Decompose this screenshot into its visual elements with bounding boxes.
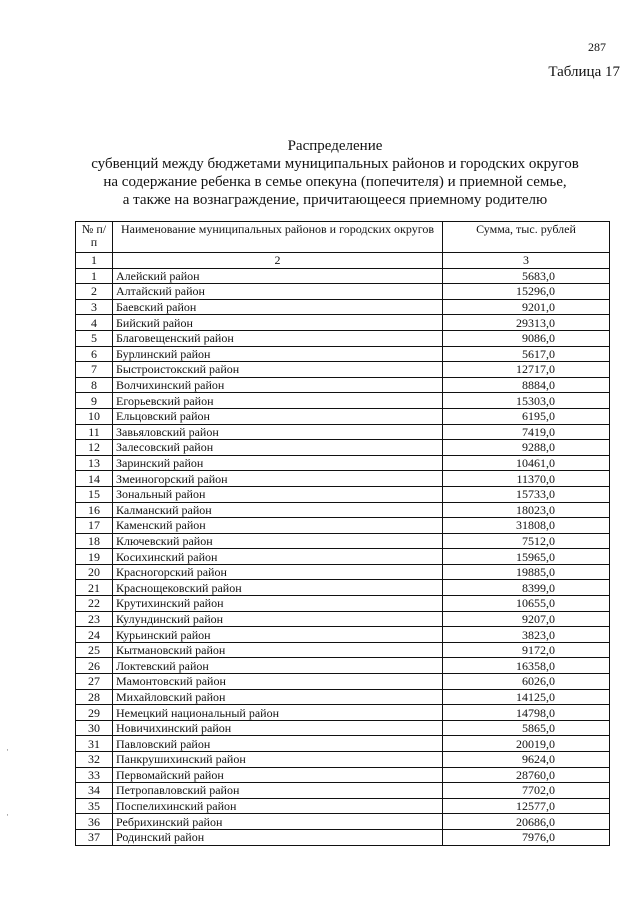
- table-row: [76, 627, 610, 643]
- row-district-name: Михайловский район: [113, 689, 443, 705]
- table-row: [76, 393, 610, 409]
- row-sum: 9624,0: [443, 752, 610, 768]
- row-district-name: Кулундинский район: [113, 611, 443, 627]
- table-row: [76, 767, 610, 783]
- row-district-name: Первомайский район: [113, 767, 443, 783]
- title-line: Распределение: [287, 138, 383, 154]
- column-numbers-row: [76, 253, 610, 269]
- table-row: [76, 284, 610, 300]
- row-sum: 15296,0: [443, 284, 610, 300]
- row-sum: 11370,0: [443, 471, 610, 487]
- row-sum: 6026,0: [443, 674, 610, 690]
- row-number: 13: [76, 455, 113, 471]
- row-district-name: Волчихинский район: [113, 377, 443, 393]
- row-district-name: Калманский район: [113, 502, 443, 518]
- row-sum: 15965,0: [443, 549, 610, 565]
- row-number: 4: [76, 315, 113, 331]
- table-row: [76, 346, 610, 362]
- row-number: 1: [76, 268, 113, 284]
- row-number: 6: [76, 346, 113, 362]
- table-row: [76, 829, 610, 845]
- column-number: 3: [443, 253, 610, 269]
- row-number: 2: [76, 284, 113, 300]
- row-sum: 9207,0: [443, 611, 610, 627]
- row-number: 25: [76, 642, 113, 658]
- row-district-name: Немецкий национальный район: [113, 705, 443, 721]
- table-row: [76, 377, 610, 393]
- row-sum: 28760,0: [443, 767, 610, 783]
- row-number: 24: [76, 627, 113, 643]
- table-row: [76, 502, 610, 518]
- table-row: [76, 798, 610, 814]
- row-district-name: Быстроистокский район: [113, 362, 443, 378]
- table-row: [76, 362, 610, 378]
- row-number: 8: [76, 377, 113, 393]
- row-sum: 31808,0: [443, 518, 610, 534]
- table-row: [76, 549, 610, 565]
- row-number: 3: [76, 299, 113, 315]
- row-district-name: Красногорский район: [113, 564, 443, 580]
- row-sum: 9288,0: [443, 440, 610, 456]
- page-number: 287: [588, 40, 606, 54]
- row-district-name: Родинский район: [113, 829, 443, 845]
- row-number: 7: [76, 362, 113, 378]
- row-district-name: Ельцовский район: [113, 408, 443, 424]
- row-sum: 18023,0: [443, 502, 610, 518]
- document-title: [60, 137, 610, 209]
- row-number: 23: [76, 611, 113, 627]
- row-sum: 15733,0: [443, 486, 610, 502]
- row-district-name: Новичихинский район: [113, 720, 443, 736]
- column-number: 1: [76, 253, 113, 269]
- row-sum: 14798,0: [443, 705, 610, 721]
- table-row: [76, 580, 610, 596]
- table-row: [76, 658, 610, 674]
- row-district-name: Баевский район: [113, 299, 443, 315]
- row-sum: 6195,0: [443, 408, 610, 424]
- row-sum: 7512,0: [443, 533, 610, 549]
- row-district-name: Крутихинский район: [113, 596, 443, 612]
- row-district-name: Панкрушихинский район: [113, 752, 443, 768]
- row-sum: 14125,0: [443, 689, 610, 705]
- row-number: 31: [76, 736, 113, 752]
- row-sum: 9086,0: [443, 330, 610, 346]
- row-district-name: Залесовский район: [113, 440, 443, 456]
- row-district-name: Зональный район: [113, 486, 443, 502]
- table-row: [76, 814, 610, 830]
- row-number: 32: [76, 752, 113, 768]
- row-number: 22: [76, 596, 113, 612]
- table-row: [76, 471, 610, 487]
- row-number: 9: [76, 393, 113, 409]
- row-district-name: Петропавловский район: [113, 783, 443, 799]
- row-sum: 5617,0: [443, 346, 610, 362]
- row-number: 14: [76, 471, 113, 487]
- row-number: 19: [76, 549, 113, 565]
- row-district-name: Кытмановский район: [113, 642, 443, 658]
- row-number: 26: [76, 658, 113, 674]
- row-number: 33: [76, 767, 113, 783]
- table-row: [76, 518, 610, 534]
- row-sum: 7419,0: [443, 424, 610, 440]
- header-name: Наименование муниципальных районов и городских округов: [113, 222, 443, 253]
- table-row: [76, 533, 610, 549]
- row-number: 28: [76, 689, 113, 705]
- row-district-name: Мамонтовский район: [113, 674, 443, 690]
- row-sum: 29313,0: [443, 315, 610, 331]
- row-sum: 19885,0: [443, 564, 610, 580]
- row-number: 20: [76, 564, 113, 580]
- row-district-name: Заринский район: [113, 455, 443, 471]
- row-sum: 12717,0: [443, 362, 610, 378]
- row-sum: 9172,0: [443, 642, 610, 658]
- row-sum: 5683,0: [443, 268, 610, 284]
- row-number: 30: [76, 720, 113, 736]
- table-row: [76, 736, 610, 752]
- row-district-name: Алейский район: [113, 268, 443, 284]
- row-district-name: Благовещенский район: [113, 330, 443, 346]
- subvention-table: [75, 221, 610, 846]
- row-sum: 8884,0: [443, 377, 610, 393]
- row-sum: 8399,0: [443, 580, 610, 596]
- row-district-name: Поспелихинский район: [113, 798, 443, 814]
- table-number: Таблица 17: [548, 64, 620, 80]
- row-district-name: Краснощековский район: [113, 580, 443, 596]
- row-sum: 20686,0: [443, 814, 610, 830]
- header-sum: Сумма, тыс. рублей: [443, 222, 610, 253]
- row-sum: 7702,0: [443, 783, 610, 799]
- table-row: [76, 642, 610, 658]
- row-district-name: Павловский район: [113, 736, 443, 752]
- row-sum: 9201,0: [443, 299, 610, 315]
- row-sum: 7976,0: [443, 829, 610, 845]
- table-row: [76, 564, 610, 580]
- row-district-name: Завьяловский район: [113, 424, 443, 440]
- row-number: 12: [76, 440, 113, 456]
- row-district-name: Локтевский район: [113, 658, 443, 674]
- table-row: [76, 674, 610, 690]
- table-row: [76, 299, 610, 315]
- row-sum: 20019,0: [443, 736, 610, 752]
- row-district-name: Алтайский район: [113, 284, 443, 300]
- row-sum: 10461,0: [443, 455, 610, 471]
- row-number: 37: [76, 829, 113, 845]
- row-number: 17: [76, 518, 113, 534]
- row-number: 5: [76, 330, 113, 346]
- table-row: [76, 424, 610, 440]
- row-district-name: Бийский район: [113, 315, 443, 331]
- row-district-name: Ребрихинский район: [113, 814, 443, 830]
- table-row: [76, 752, 610, 768]
- row-number: 18: [76, 533, 113, 549]
- row-number: 36: [76, 814, 113, 830]
- row-number: 29: [76, 705, 113, 721]
- table-row: [76, 720, 610, 736]
- table-row: [76, 611, 610, 627]
- table-row: [76, 783, 610, 799]
- row-sum: 10655,0: [443, 596, 610, 612]
- row-district-name: Ключевский район: [113, 533, 443, 549]
- table-row: [76, 596, 610, 612]
- table-header-row: [76, 222, 610, 253]
- table-body: [76, 268, 610, 845]
- row-number: 34: [76, 783, 113, 799]
- row-district-name: Змеиногорский район: [113, 471, 443, 487]
- table-row: [76, 330, 610, 346]
- table-row: [76, 455, 610, 471]
- row-district-name: Косихинский район: [113, 549, 443, 565]
- margin-mark: ·: [6, 810, 9, 820]
- title-line: субвенций между бюджетами муниципальных районов и городских округов: [91, 156, 579, 172]
- table-row: [76, 705, 610, 721]
- row-number: 11: [76, 424, 113, 440]
- row-sum: 3823,0: [443, 627, 610, 643]
- row-number: 15: [76, 486, 113, 502]
- table-row: [76, 408, 610, 424]
- row-number: 27: [76, 674, 113, 690]
- row-district-name: Курьинский район: [113, 627, 443, 643]
- row-number: 21: [76, 580, 113, 596]
- row-number: 10: [76, 408, 113, 424]
- row-district-name: Каменский район: [113, 518, 443, 534]
- title-line: а также на вознаграждение, причитающееся приемному родителю: [122, 192, 548, 208]
- row-number: 16: [76, 502, 113, 518]
- row-district-name: Бурлинский район: [113, 346, 443, 362]
- row-number: 35: [76, 798, 113, 814]
- row-sum: 15303,0: [443, 393, 610, 409]
- row-district-name: Егорьевский район: [113, 393, 443, 409]
- margin-mark: ·: [6, 745, 9, 755]
- table-row: [76, 440, 610, 456]
- row-sum: 12577,0: [443, 798, 610, 814]
- table-row: [76, 268, 610, 284]
- table-row: [76, 315, 610, 331]
- header-number: № п/п: [76, 222, 113, 253]
- table-row: [76, 689, 610, 705]
- title-line: на содержание ребенка в семье опекуна (попечителя) и приемной семье,: [103, 174, 567, 190]
- column-number: 2: [113, 253, 443, 269]
- table-row: [76, 486, 610, 502]
- row-sum: 16358,0: [443, 658, 610, 674]
- row-sum: 5865,0: [443, 720, 610, 736]
